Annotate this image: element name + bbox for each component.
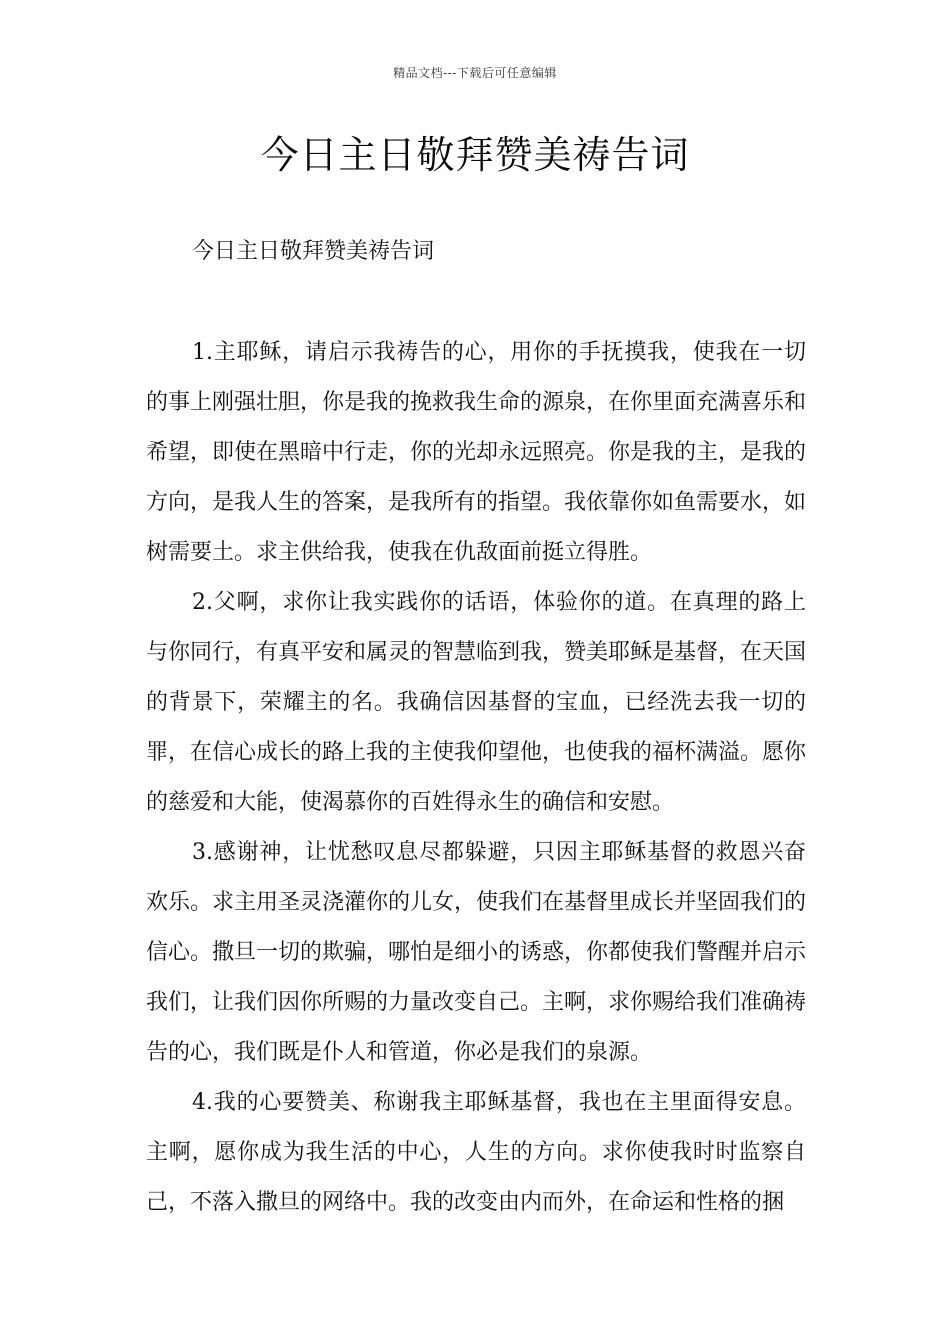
paragraph-2: 2.父啊，求你让我实践你的话语，体验你的道。在真理的路上与你同行，有真平安和属灵的智慧临到我，赞美耶稣是基督，在天国的背景下，荣耀主的名。我确信因基督的宝血，已经洗去我一切的罪，在信心成长的路上我的主使我仰望他，也使我的福杯满溢。愿你的慈爱和大能，使渴慕你的百姓得永生的确信和安慰。 [146,590,807,815]
document-title: 今日主日敬拜赞美祷告词 [260,133,690,177]
paragraph-4: 4.我的心要赞美、称谢我主耶稣基督，我也在主里面得安息。主啊，愿你成为我生活的中心，人生的方向。求你使我时时监察自己，不落入撒旦的网络中。我的改变由内而外，在命运和性格的捆 [146,1090,806,1215]
paragraph-3: 3.感谢神，让忧愁叹息尽都躲避，只因主耶稣基督的救恩兴奋欢乐。求主用圣灵浇灌你的儿女，使我们在基督里成长并坚固我们的信心。撒旦一切的欺骗，哪怕是细小的诱惑，你都使我们警醒并启示我们，让我们因你所赐的力量改变自己。主啊，求你赐给我们准确祷告的心，我们既是仆人和管道，你必是我们的泉源。 [146,840,807,1065]
document-body [146,328,806,1228]
document-subtitle: 今日主日敬拜赞美祷告词 [192,239,435,264]
header-note: 精品文档---下载后可任意编辑 [393,66,557,80]
paragraph-1: 1.主耶稣，请启示我祷告的心，用你的手抚摸我，使我在一切的事上刚强壮胆，你是我的挽救我生命的源泉，在你里面充满喜乐和希望，即使在黑暗中行走，你的光却永远照亮。你是我的主，是我的方向，是我人生的答案，是我所有的指望。我依靠你如鱼需要水，如树需要土。求主供给我，使我在仇敌面前挺立得胜。 [146,340,807,565]
